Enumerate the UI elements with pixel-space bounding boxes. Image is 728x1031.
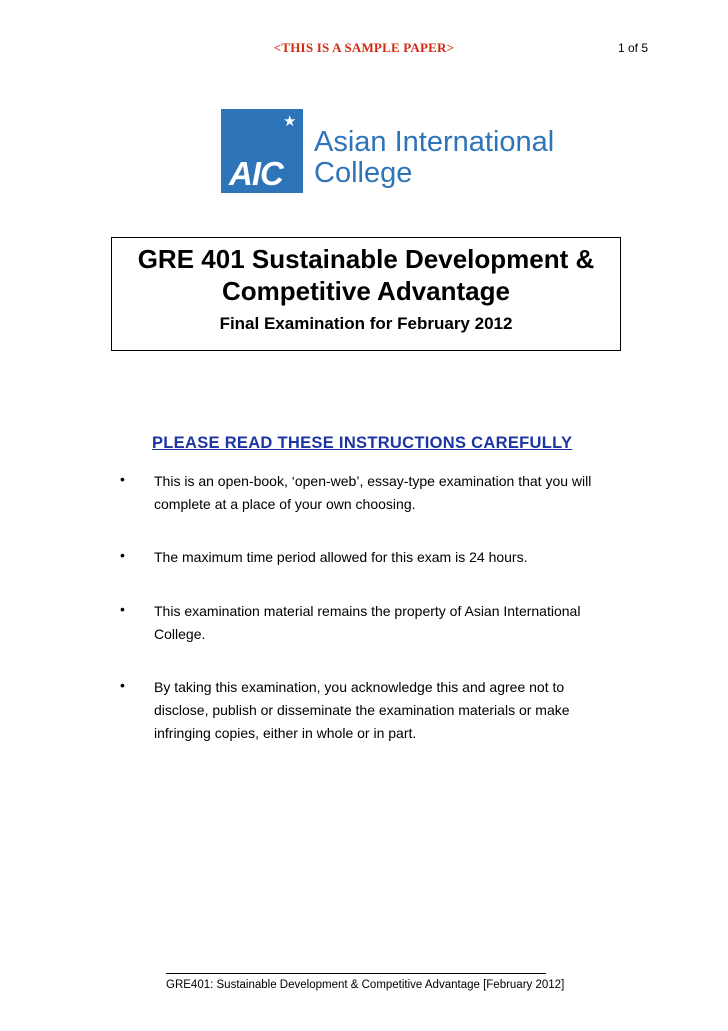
sample-paper-notice: <THIS IS A SAMPLE PAPER> bbox=[273, 40, 455, 55]
title-box bbox=[111, 237, 621, 351]
instruction-text: The maximum time period allowed for this exam is 24 hours. bbox=[154, 549, 528, 565]
page-number: 1 of 5 bbox=[617, 41, 648, 55]
page-footer: GRE401: Sustainable Development & Competitive Advantage [February 2012] bbox=[166, 973, 546, 991]
logo-name-line1: Asian International bbox=[314, 126, 555, 158]
exam-title-line1: GRE 401 Sustainable Development & bbox=[137, 244, 595, 274]
instruction-item bbox=[120, 546, 527, 569]
instruction-item bbox=[120, 600, 620, 646]
logo-initials: AIC bbox=[229, 155, 283, 192]
instructions-heading: PLEASE READ THESE INSTRUCTIONS CAREFULLY bbox=[152, 434, 573, 452]
exam-title-line2: Competitive Advantage bbox=[222, 276, 510, 306]
instruction-item bbox=[120, 470, 620, 516]
logo-name bbox=[314, 127, 554, 189]
bullet-icon: • bbox=[120, 547, 125, 563]
college-logo bbox=[221, 109, 561, 193]
instruction-item bbox=[120, 676, 620, 745]
logo-name-line2: College bbox=[314, 157, 413, 189]
instruction-text: This examination material remains the property of Asian International College. bbox=[154, 603, 581, 642]
bullet-icon: • bbox=[120, 471, 125, 487]
exam-title bbox=[112, 243, 620, 307]
instruction-text: By taking this examination, you acknowledge this and agree not to disclose, publish or disseminate the examination materials or make infringing copies, either in whole or in part. bbox=[154, 679, 570, 741]
exam-subtitle: Final Examination for February 2012 bbox=[219, 314, 513, 333]
star-icon: ★ bbox=[283, 113, 297, 130]
bullet-icon: • bbox=[120, 601, 125, 617]
logo-emblem bbox=[221, 109, 303, 193]
instruction-text: This is an open-book, ‘open-web’, essay-type examination that you will complete at a place of your own choosing. bbox=[154, 473, 592, 512]
bullet-icon: • bbox=[120, 677, 125, 693]
